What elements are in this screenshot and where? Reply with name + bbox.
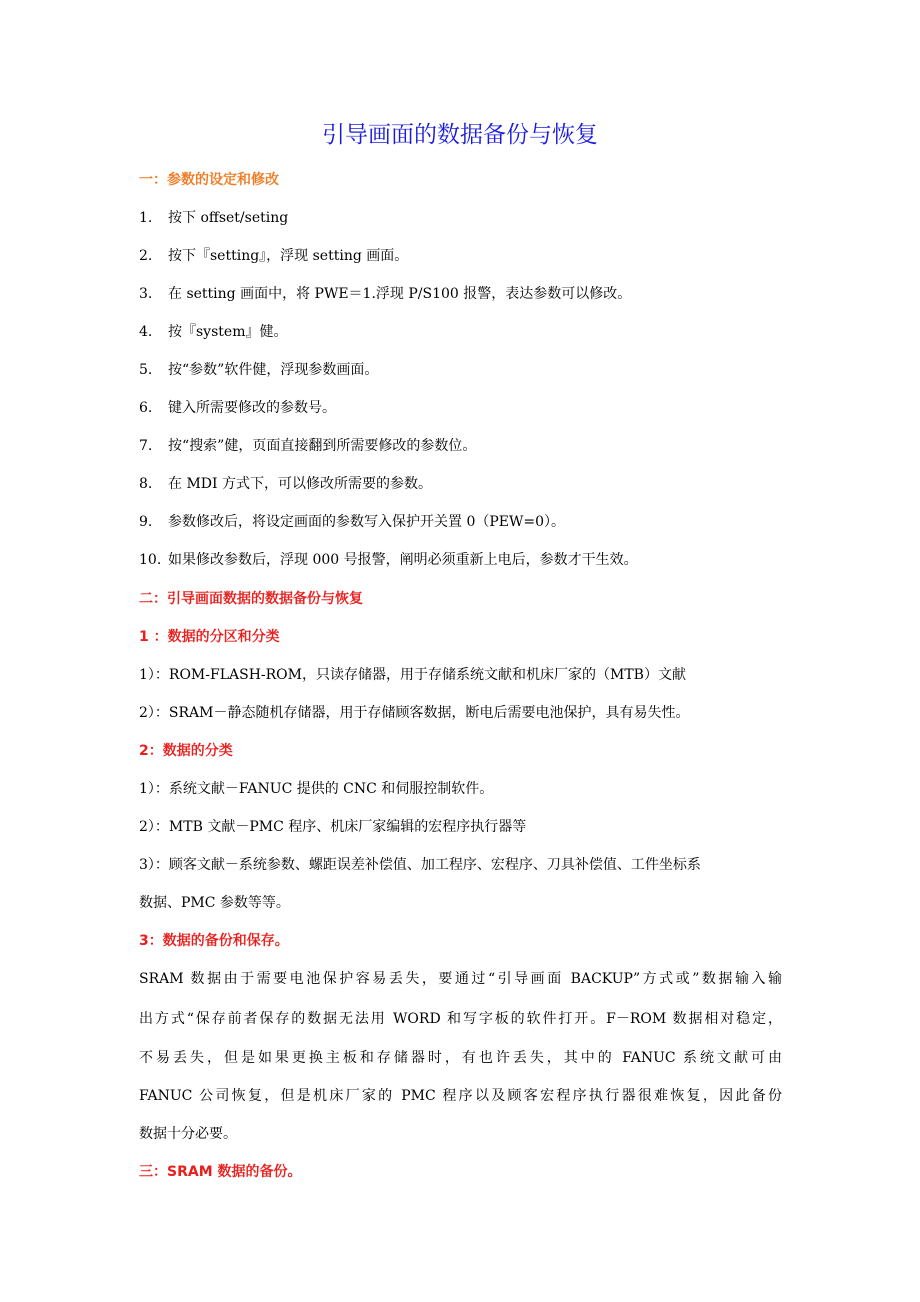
list-item: [139, 398, 789, 418]
classification-item: 3）：顾客文献－系统参数、螺距误差补偿值、加工程序、宏程序、刀具补偿值、工件坐标系: [139, 857, 701, 873]
list-item-text: 键入所需要修改的参数号。: [168, 400, 336, 416]
list-item-text: 如果修改参数后，浮现 000 号报警，阐明必须重新上电后，参数才干生效。: [168, 552, 638, 568]
section2-heading: 二：引导画面数据的数据备份与恢复: [139, 591, 363, 607]
subsection-heading-backup: 3：数据的备份和保存。: [139, 933, 289, 949]
list-item: [139, 512, 789, 532]
list-item-number: 10.: [139, 552, 162, 568]
list-item-text: 在 setting 画面中，将 PWE＝1.浮现 P/S100 报警，表达参数可以修改。: [168, 286, 632, 302]
paragraph-line: 不易丢失，但是如果更换主板和存储器时，有也许丢失，其中的 FANUC 系统文献可由: [139, 1050, 782, 1066]
list-item-text: 按“搜索”健，页面直接翻到所需要修改的参数位。: [168, 438, 477, 454]
list-item-number: 2.: [139, 248, 153, 264]
section3-heading: 三：SRAM 数据的备份。: [139, 1164, 302, 1180]
list-item-text: 在 MDI 方式下，可以修改所需要的参数。: [168, 476, 432, 492]
paragraph-line: FANUC 公司恢复，但是机床厂家的 PMC 程序以及顾客宏程序执行器很难恢复，因此备份: [139, 1088, 782, 1104]
list-item-number: 6.: [139, 400, 153, 416]
classification-item-continuation: 数据、PMC 参数等等。: [139, 895, 290, 911]
list-item: [139, 246, 789, 266]
partition-item-rom: 1）：ROM-FLASH-ROM，只读存储器，用于存储系统文献和机床厂家的（MTB）文献: [139, 667, 686, 683]
list-item-number: 4.: [139, 324, 153, 340]
list-item: [139, 322, 789, 342]
list-item-number: 5.: [139, 362, 153, 378]
list-item: [139, 208, 789, 228]
list-item-number: 7.: [139, 438, 153, 454]
list-item-text: 按『system』健。: [168, 324, 288, 340]
list-item: [139, 284, 789, 304]
list-item: [139, 474, 789, 494]
page-title: 引导画面的数据备份与恢复: [322, 122, 598, 148]
list-item: [139, 550, 789, 570]
list-item-text: 按下『setting』，浮现 setting 画面。: [168, 248, 409, 264]
list-item: [139, 360, 789, 380]
list-item-number: 3.: [139, 286, 153, 302]
paragraph-line: 数据十分必要。: [139, 1126, 237, 1142]
subsection-heading-classification: 2：数据的分类: [139, 743, 233, 759]
subsection-heading-partition: 1 ：数据的分区和分类: [139, 629, 280, 645]
section1-heading: 一：参数的设定和修改: [139, 172, 279, 188]
paragraph-line: 出方式“保存前者保存的数据无法用 WORD 和写字板的软件打开。F－ROM 数据相对稳定，: [139, 1011, 782, 1027]
classification-item: 2）：MTB 文献－PMC 程序、机床厂家编辑的宏程序执行器等: [139, 819, 527, 835]
list-item-number: 8.: [139, 476, 153, 492]
list-item-number: 9.: [139, 514, 153, 530]
list-item-text: 按“参数”软件健，浮现参数画面。: [168, 362, 379, 378]
paragraph-line: SRAM 数据由于需要电池保护容易丢失，要通过“引导画面 BACKUP”方式或”数据输入输: [139, 971, 782, 987]
list-item-text: 按下 offset/seting: [168, 210, 289, 226]
partition-item-sram: 2）：SRAM－静态随机存储器，用于存储顾客数据，断电后需要电池保护，具有易失性。: [139, 705, 690, 721]
list-item: [139, 436, 789, 456]
list-item-number: 1.: [139, 210, 153, 226]
classification-item: 1）：系统文献－FANUC 提供的 CNC 和伺服控制软件。: [139, 781, 494, 797]
list-item-text: 参数修改后，将设定画面的参数写入保护开关置 0（PEW=0）。: [168, 514, 566, 530]
